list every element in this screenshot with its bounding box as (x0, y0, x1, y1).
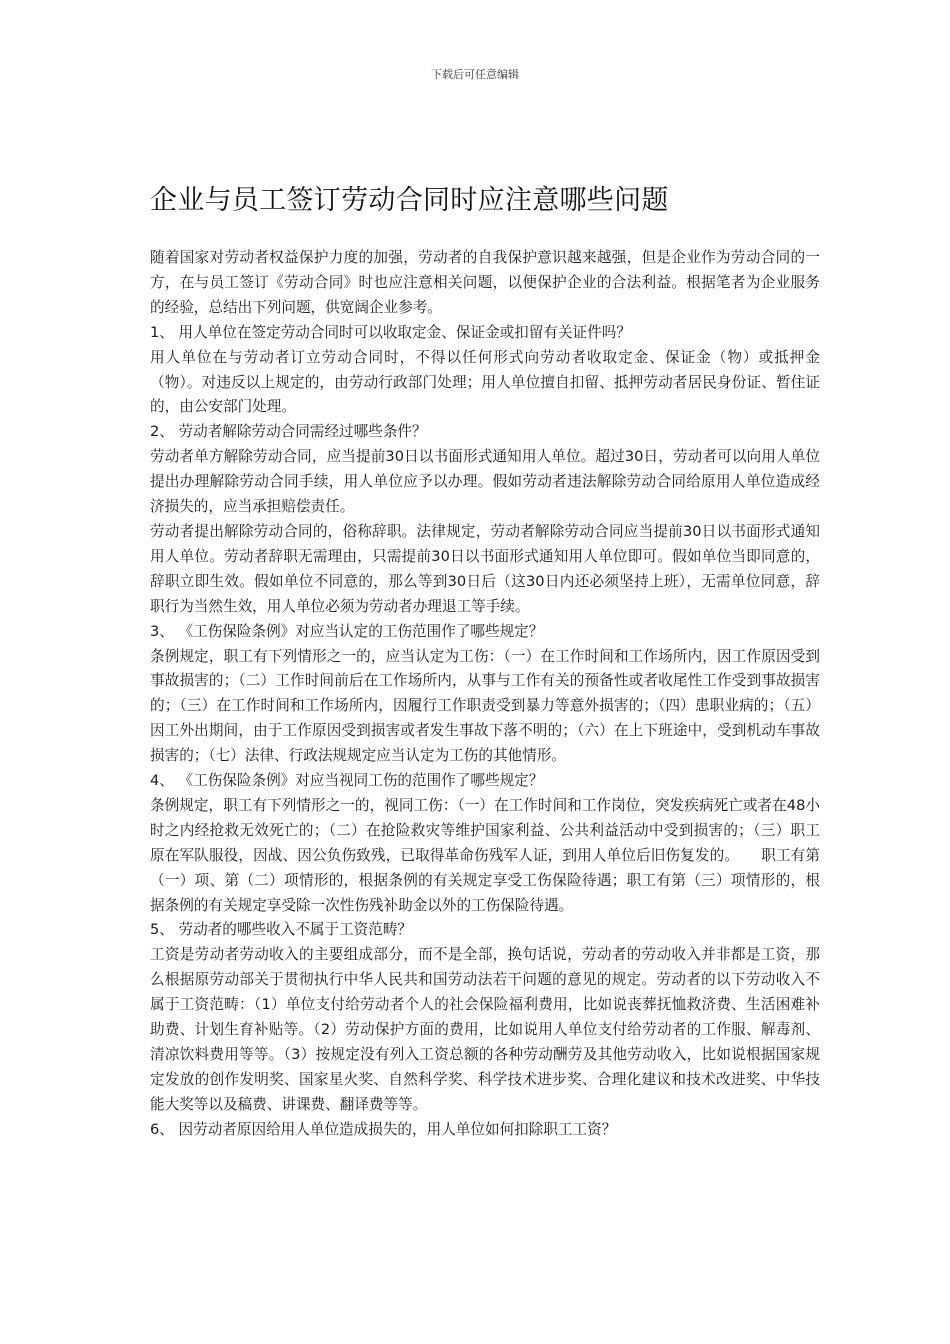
page-header: 下载后可任意编辑 (431, 68, 519, 81)
answer-3: 条例规定，职工有下列情形之一的，应当认定为工伤：（一）在工作时间和工作场所内，因工作原因受到事故损害的；（二）工作时间前后在工作场所内，从事与工作有关的预备性或者收尾性工作受到事故损害的；（三）在工作时间和工作场所内，因履行工作职责受到暴力等意外损害的；（四）患职业病的；（五）因工外出期间，由于工作原因受到损害或者发生事故下落不明的；（六）在上下班途中，受到机动车事故损害的；（七）法律、行政法规规定应当认定为工伤的其他情形。 (150, 647, 820, 765)
intro-paragraph: 随着国家对劳动者权益保护力度的加强，劳动者的自我保护意识越来越强，但是企业作为劳动合同的一方，在与员工签订《劳动合同》时也应注意相关问题，以便保护企业的合法利益。根据笔者为企业服务的经验，总结出下列问题，供宽阔企业参考。 (150, 249, 820, 316)
document-title: 企业与员工签订劳动合同时应注意哪些问题 (150, 185, 669, 216)
answer-2-part-2: 劳动者提出解除劳动合同的，俗称辞职。法律规定，劳动者解除劳动合同应当提前30日以书面形式通知用人单位。劳动者辞职无需理由，只需提前30日以书面形式通知用人单位即可。假如单位当即同意的，辞职立即生效。假如单位不同意的，那么等到30日后（这30日内还必须坚持上班），无需单位同意，辞职行为当然生效，用人单位必须为劳动者办理退工等手续。 (150, 522, 820, 615)
answer-5: 工资是劳动者劳动收入的主要组成部分，而不是全部，换句话说，劳动者的劳动收入并非都是工资，那么根据原劳动部关于贯彻执行中华人民共和国劳动法若干问题的意见的规定。劳动者的以下劳动收入不属于工资范畴：（1）单位支付给劳动者个人的社会保险福利费用，比如说丧葬抚恤救济费、生活困难补助费、计划生育补贴等。（2）劳动保护方面的费用，比如说用人单位支付给劳动者的工作服、解毒剂、清凉饮料费用等等。（3）按规定没有列入工资总额的各种劳动酬劳及其他劳动收入，比如说根据国家规定发放的创作发明奖、国家星火奖、自然科学奖、科学技术进步奖、合理化建议和技术改进奖、中华技能大奖等以及稿费、讲课费、翻译费等等。 (150, 946, 820, 1113)
question-2: 2、 劳动者解除劳动合同需经过哪些条件？ (150, 423, 427, 441)
question-6: 6、 因劳动者原因给用人单位造成损失的，用人单位如何扣除职工工资？ (150, 1120, 617, 1138)
answer-2-part-1: 劳动者单方解除劳动合同，应当提前30日以书面形式通知用人单位。超过30日，劳动者可以向用人单位提出办理解除劳动合同手续，用人单位应予以办理。假如劳动者违法解除劳动合同给原用人单位造成经济损失的，应当承担赔偿责任。 (150, 448, 820, 516)
answer-4: 条例规定，职工有下列情形之一的，视同工伤：（一）在工作时间和工作岗位，突发疾病死亡或者在48小时之内经抢救无效死亡的；（二）在抢险救灾等维护国家利益、公共利益活动中受到损害的；（三）职工原在军队服役，因战、因公负伤致残，已取得革命伤残军人证，到用人单位后旧伤复发的。 职工有第（一）项、第（二）项情形的，根据条例的有关规定享受工伤保险待遇；职工有第（三）项情形的，根据条例的有关规定享受除一次性伤残补助金以外的工伤保险待遇。 (150, 796, 820, 914)
question-3: 3、 《工伤保险条例》对应当认定的工伤范围作了哪些规定？ (150, 622, 544, 640)
question-4: 4、 《工伤保险条例》对应当视同工伤的范围作了哪些规定？ (150, 772, 544, 790)
answer-1: 用人单位在与劳动者订立劳动合同时，不得以任何形式向劳动者收取定金、保证金（物）或抵押金（物）。对违反以上规定的，由劳动行政部门处理；用人单位擅自扣留、抵押劳动者居民身份证、暂住证的，由公安部门处理。 (150, 348, 820, 416)
document-body (150, 246, 820, 1143)
question-1: 1、 用人单位在签定劳动合同时可以收取定金、保证金或扣留有关证件吗？ (150, 323, 631, 341)
question-5: 5、 劳动者的哪些收入不属于工资范畴？ (150, 921, 413, 939)
